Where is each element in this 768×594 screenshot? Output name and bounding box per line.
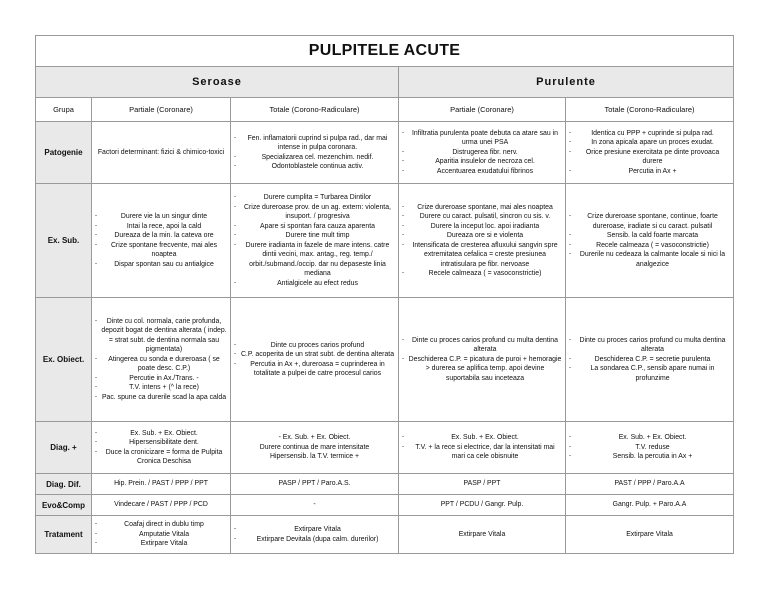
- list-item: - Durere cu caract. pulsatil, sincron cu sis. v.: [402, 212, 562, 222]
- page-title: PULPITELE ACUTE: [36, 36, 734, 67]
- list-item: - Percutia in Ax +: [569, 167, 730, 177]
- list-item: - Ex. Sub. + Ex. Obiect.: [95, 429, 227, 439]
- bullet-list: [569, 336, 730, 384]
- list-item: - Durere vie la un singur dinte: [95, 212, 227, 222]
- list-item: - Sensib. la cald foarte marcata: [569, 231, 730, 241]
- list-item: - Hipersensibilitate dent.: [95, 438, 227, 448]
- table-row: [36, 495, 734, 516]
- cell-text: Factori determinant: fizici & chimico-toxici: [97, 148, 225, 156]
- bullet-list: [402, 129, 562, 177]
- list-item: - Percutia in Ax +, dureroasa = cuprinderea in totalitate a pulpei de catre procesul carios: [234, 360, 395, 379]
- bullet-list: [234, 525, 395, 544]
- list-item: - Ex. Sub. + Ex. Obiect.: [402, 433, 562, 443]
- list-item: - Crize dureroase spontane, continue, foarte dureroase, iradiate si cu caract. pulsatil: [569, 212, 730, 231]
- list-item: - Intai la rece, apoi la cald: [95, 222, 227, 232]
- cell-text: Vindecare / PAST / PPP / PCD: [114, 501, 208, 509]
- cell-pur-partiale: [399, 122, 566, 184]
- cell-pur-partiale: [399, 516, 566, 554]
- list-item: - Dinte cu col. normala, carie profunda, depozit bogat de dentina alterata ( indep. = strat subt. de dentina normala sau pigmentata): [95, 317, 227, 355]
- list-item: - Percutie in Ax./Trans. -: [95, 374, 227, 384]
- row-label: Ex. Sub.: [36, 184, 92, 298]
- title-row: [36, 36, 734, 67]
- bullet-list: [234, 134, 395, 172]
- cell-ser-totale: [231, 122, 399, 184]
- list-item: - Antialgicele au efect redus: [234, 279, 395, 289]
- subheader-grupa: Grupa: [36, 98, 92, 122]
- cell-pur-totale: [566, 298, 734, 422]
- bullet-list: [95, 317, 227, 403]
- cell-pur-partiale: [399, 495, 566, 516]
- cell-pur-totale: [566, 422, 734, 474]
- row-label: Diag. Dif.: [36, 474, 92, 495]
- list-item: - Durere tine mult timp: [234, 231, 395, 241]
- cell-ser-partiale: [92, 422, 231, 474]
- table-row: [36, 298, 734, 422]
- cell-text: PPT / PCDU / Gangr. Pulp.: [440, 501, 524, 509]
- cell-pur-totale: [566, 516, 734, 554]
- list-item: - Fen. inflamatorii cuprind si pulpa rad., dar mai intense in pulpa coronara.: [234, 134, 395, 153]
- cell-ser-totale: [231, 184, 399, 298]
- list-item: - T.V. intens + (^ la rece): [95, 383, 227, 393]
- bullet-list: [569, 129, 730, 177]
- cell-text: Extirpare Vitala: [458, 530, 506, 538]
- subheader-purulente-partiale: Partiale (Coronare): [399, 98, 566, 122]
- list-item: - Extirpare Devitala (dupa calm. durerilor): [234, 535, 395, 545]
- list-item: - Intensificata de cresterea afluxului sangvin spre extremitatea cefalica = creste presiunea intratisulara pe fibr. nervoase: [402, 241, 562, 270]
- cell-text: Gangr. Pulp. + Paro.A.A: [612, 501, 687, 509]
- list-item: - Crize spontane frecvente, mai ales noaptea: [95, 241, 227, 260]
- list-item: - Dureaza de la min. la cateva ore: [95, 231, 227, 241]
- list-item: - Crize dureroase prov. de un ag. extern: violenta, insuport. / progresiva: [234, 203, 395, 222]
- bullet-list: [95, 429, 227, 467]
- list-item: - T.V. reduse: [569, 443, 730, 453]
- list-item: - Distrugerea fibr. nerv.: [402, 148, 562, 158]
- bullet-list: [234, 341, 395, 379]
- list-item: - Aparitia insulelor de necroza cel.: [402, 157, 562, 167]
- cell-text: Durere continua de mare intensitate: [259, 443, 370, 451]
- list-item: - Dinte cu proces carios profund: [234, 341, 395, 351]
- bullet-list: [402, 433, 562, 462]
- bullet-list: [402, 336, 562, 384]
- cell-text: PASP / PPT / Paro.A.S.: [278, 480, 351, 488]
- cell-ser-partiale: [92, 474, 231, 495]
- list-item: - Durere cumplita = Turbarea Dintilor: [234, 193, 395, 203]
- cell-ser-totale: [231, 516, 399, 554]
- cell-ser-partiale: [92, 495, 231, 516]
- table-row: [36, 474, 734, 495]
- cell-text: Hip. Prein. / PAST / PPP / PPT: [114, 480, 208, 488]
- bullet-list: [95, 212, 227, 269]
- list-item: - Accentuarea exudatului fibrinos: [402, 167, 562, 177]
- list-item: - Coafaj direct in dublu timp: [95, 520, 227, 530]
- table-row: [36, 516, 734, 554]
- list-item: - T.V. + la rece si electrice, dar la intensitati mai mari ca cele obisnuite: [402, 443, 562, 462]
- cell-ser-totale: [231, 474, 399, 495]
- list-item: - Duce la cronicizare = forma de Pulpita Cronica Deschisa: [95, 448, 227, 467]
- list-item: - Specializarea cel. mezenchim. nedif.: [234, 153, 395, 163]
- list-item: - Infiltratia purulenta poate debuta ca atare sau in urma unei PSA: [402, 129, 562, 148]
- cell-pur-partiale: [399, 298, 566, 422]
- subheader-seroase-partiale: Partiale (Coronare): [92, 98, 231, 122]
- cell-ser-totale: [231, 495, 399, 516]
- cell-ser-partiale: [92, 122, 231, 184]
- bullet-list: [402, 203, 562, 279]
- cell-pur-partiale: [399, 184, 566, 298]
- list-item: - Extirpare Vitala: [234, 525, 395, 535]
- list-item: - Durerile nu cedeaza la calmante locale si nici la analgezice: [569, 250, 730, 269]
- list-item: - Dureaza ore si e violenta: [402, 231, 562, 241]
- row-label: Tratament: [36, 516, 92, 554]
- group-row: [36, 67, 734, 98]
- table-row: [36, 122, 734, 184]
- list-item: - Identica cu PPP + cuprinde si pulpa rad.: [569, 129, 730, 139]
- list-item: - Extirpare Vitala: [95, 539, 227, 549]
- list-item: - Recele calmeaza ( = vasoconstrictie): [402, 269, 562, 279]
- table-row: [36, 422, 734, 474]
- bullet-list: [95, 520, 227, 549]
- cell-ser-totale: [231, 422, 399, 474]
- cell-text: PASP / PPT: [463, 480, 501, 488]
- bullet-list: [569, 212, 730, 269]
- row-label: Ex. Obiect.: [36, 298, 92, 422]
- pulpitis-table: [35, 35, 734, 554]
- list-item: - Amputatie Vitala: [95, 530, 227, 540]
- list-item: - La sondarea C.P., sensib apare numai in profunzime: [569, 364, 730, 383]
- cell-pur-totale: [566, 184, 734, 298]
- cell-ser-partiale: [92, 516, 231, 554]
- group-purulente: Purulente: [399, 67, 734, 98]
- list-item: - C.P. acoperita de un strat subt. de dentina alterata: [234, 350, 395, 360]
- list-item: - Sensib. la percutia in Ax +: [569, 452, 730, 462]
- list-item: - Atingerea cu sonda e dureroasa ( se poate desc. C.P.): [95, 355, 227, 374]
- bullet-list: [569, 433, 730, 462]
- list-item: - Deschiderea C.P. = secretie purulenta: [569, 355, 730, 365]
- cell-text: -: [313, 501, 316, 509]
- list-item: - Recele calmeaza ( = vasoconstrictie): [569, 241, 730, 251]
- list-item: - Dispar spontan sau cu antialgice: [95, 260, 227, 270]
- cell-text: - Ex. Sub. + Ex. Obiect.: [278, 434, 351, 442]
- cell-text: PAST / PPP / Paro.A.A: [614, 480, 685, 488]
- row-label: Evo&Comp: [36, 495, 92, 516]
- list-item: - Durere iradianta in fazele de mare intens. catre dintii vecini, max. antag., reg. temp./ orbit./submand./occip. dar nu depaseste linia mediana: [234, 241, 395, 279]
- list-item: - Apare si spontan fara cauza aparenta: [234, 222, 395, 232]
- row-label: Patogenie: [36, 122, 92, 184]
- cell-ser-partiale: [92, 298, 231, 422]
- cell-ser-totale: [231, 298, 399, 422]
- list-item: - Orice presiune exercitata pe dinte provoaca durere: [569, 148, 730, 167]
- row-label: Diag. +: [36, 422, 92, 474]
- list-item: - Dinte cu proces carios profund cu multa dentina alterata: [402, 336, 562, 355]
- cell-pur-totale: [566, 122, 734, 184]
- cell-pur-totale: [566, 474, 734, 495]
- bullet-list: [234, 193, 395, 288]
- cell-text: Extirpare Vitala: [626, 530, 673, 538]
- group-seroase: Seroase: [36, 67, 399, 98]
- cell-pur-totale: [566, 495, 734, 516]
- cell-ser-partiale: [92, 184, 231, 298]
- list-item: - Dinte cu proces carios profund cu multa dentina alterata: [569, 336, 730, 355]
- cell-text: Hipersensib. la T.V. termice +: [269, 453, 360, 461]
- list-item: - In zona apicala apare un proces exudat.: [569, 138, 730, 148]
- subheader-seroase-totale: Totale (Corono-Radiculare): [231, 98, 399, 122]
- cell-pur-partiale: [399, 474, 566, 495]
- list-item: - Crize dureroase spontane, mai ales noaptea: [402, 203, 562, 213]
- list-item: - Odontoblastele continua activ.: [234, 162, 395, 172]
- table-row: [36, 184, 734, 298]
- list-item: - Deschiderea C.P. = picatura de puroi + hemoragie > durerea se aplifica temp. apoi devine suportabila sau inceteaza: [402, 355, 562, 384]
- subheader-row: [36, 98, 734, 122]
- list-item: - Pac. spune ca durerile scad la apa calda: [95, 393, 227, 403]
- list-item: - Durere la inceput loc. apoi iradianta: [402, 222, 562, 232]
- list-item: - Ex. Sub. + Ex. Obiect.: [569, 433, 730, 443]
- subheader-purulente-totale: Totale (Corono-Radiculare): [566, 98, 734, 122]
- cell-pur-partiale: [399, 422, 566, 474]
